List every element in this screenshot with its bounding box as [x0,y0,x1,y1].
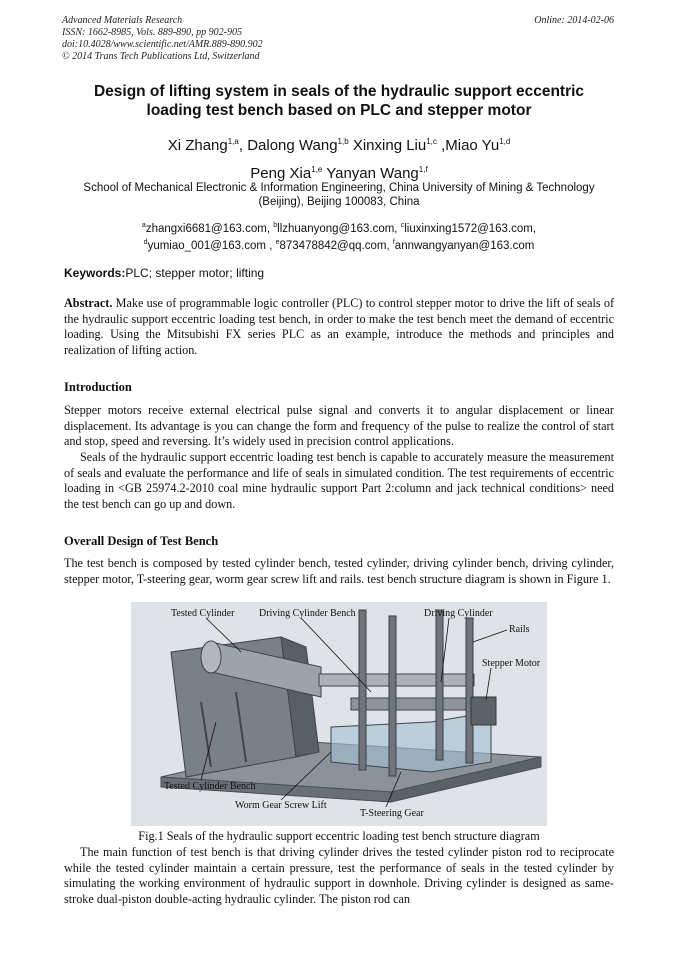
figure-1 [131,602,547,826]
author-affil-mark: 1,a [227,137,239,146]
tested-cylinder-end [201,641,221,673]
figure-caption: Fig.1 Seals of the hydraulic support eccentric loading test bench structure diagram [138,829,540,843]
email-mark: c [400,222,405,229]
abstract-text: Make use of programmable logic controller (PLC) to control stepper motor to drive the lift of seals of the hydraulic support eccentric loading test bench, in order to make the test bench meet the demand of eccentric loading. Using the Mitsubishi FX series PLC as an example, introduce the methods and principles and realization of lifting action. [64,296,614,357]
author-list [70,130,608,186]
author-name: Peng Xia [250,165,312,182]
author-affil-mark: 1,c [426,137,437,146]
keywords-text: PLC; stepper motor; lifting [125,266,265,280]
email-link[interactable]: zhangxi6681@163.com, [145,222,274,235]
author-name: Dalong Wang [247,137,338,154]
doi-line: doi:10.4028/www.scientific.net/AMR.889-890.902 [62,39,263,50]
email-mark: b [273,222,278,229]
author-affil-mark: 1,f [418,165,428,174]
email-link[interactable]: annwangyanyan@163.com [394,239,535,252]
author-name: Yanyan Wang [326,165,419,182]
stepper-motor [471,697,496,725]
label-worm-gear-screw-lift: Worm Gear Screw Lift [235,800,327,811]
issn-line: ISSN: 1662-8985, Vols. 889-890, pp 902-905 [62,27,242,38]
author-line-1 [70,130,608,158]
rail [436,610,443,760]
affiliation: School of Mechanical Electronic & Information Engineering, China University of Mining & Technology (Beijing), Beijing 100083, China [83,182,595,208]
rail [359,610,366,770]
journal-name: Advanced Materials Research [62,15,183,26]
email-mark: d [143,238,148,246]
email-link[interactable]: yumiao_001@163.com , [147,239,276,252]
author-affil-mark: 1,d [499,137,511,146]
body-paragraph-after-figure: The main function of test bench is that driving cylinder drives the tested cylinder piston rod to reciprocate while the tested cylinder maintain a certain pressure, test the performance of seals in the tested cylinder by simulating the working environment of hydraulic support in downhole. Driving cylinder is designed as same-stroke dual-piston double-acting hydraulic cylinder. The piston rod can [64,845,614,906]
author-name: Xi Zhang [167,137,228,154]
intro-paragraph-1: Stepper motors receive external electrical pulse signal and converts it to angular displacement or linear displacement. Its advantage is you can change the form and frequency of the pulse to realize the control of start and stop, speed and reversing. It’s widely used in precision control applications. [64,403,614,448]
keywords [64,266,264,280]
rail [389,616,396,776]
email-link[interactable]: 873478842@qq.com, [279,239,393,252]
email-line-2 [80,236,598,253]
author-sep: , [436,137,446,154]
label-tested-cylinder: Tested Cylinder [171,608,235,619]
label-driving-cylinder-bench: Driving Cylinder Bench [259,608,356,619]
online-date: Online: 2014-02-06 [534,15,614,26]
label-tested-cylinder-bench: Tested Cylinder Bench [164,781,256,792]
overall-paragraph-1: The test bench is composed by tested cylinder bench, tested cylinder, driving cylinder bench, driving cylinder, stepper motor, T-steering gear, worm gear screw lift and rails. test bench structure diagram is shown in Figure 1. [64,556,614,586]
section-heading-overall-design: Overall Design of Test Bench [64,534,219,548]
email-line-1 [80,219,598,236]
email-mark: a [141,222,146,229]
abstract [64,296,614,358]
intro-paragraph-2: Seals of the hydraulic support eccentric loading test bench is capable to accurately measure the measurement of seals and evaluate the performance and life of seals in simulated condition. The test requirements of eccentric loading in <GB 25974.2-2010 coal mine hydraulic support Part 2:column and jack technical conditions> need the test bench can go up and down. [64,450,614,511]
author-name: Xinxing Liu [352,137,427,154]
email-link[interactable]: liuxinxing1572@163.com, [404,222,537,235]
label-t-steering-gear: T-Steering Gear [360,808,424,819]
abstract-label: Abstract. [64,296,113,310]
label-stepper-motor: Stepper Motor [482,658,541,669]
copyright-line: © 2014 Trans Tech Publications Ltd, Switzerland [62,51,260,62]
rail [466,618,473,763]
journal-header [62,15,263,63]
email-mark: f [392,238,395,246]
email-mark: e [275,238,280,246]
test-bench-diagram [131,602,547,826]
author-affil-mark: 1,b [337,137,349,146]
label-rails: Rails [509,624,530,635]
email-link[interactable]: llzhuanyong@163.com, [277,222,401,235]
author-name: Miao Yu [445,137,500,154]
label-driving-cylinder: Driving Cylinder [424,608,493,619]
author-affil-mark: 1,e [311,165,323,174]
paper-title: Design of lifting system in seals of the hydraulic support eccentric loading test bench based on PLC and stepper motor [93,83,585,119]
keywords-label: Keywords: [64,266,126,280]
email-list [80,219,598,253]
author-sep: , [238,137,248,154]
section-heading-introduction: Introduction [64,380,132,394]
